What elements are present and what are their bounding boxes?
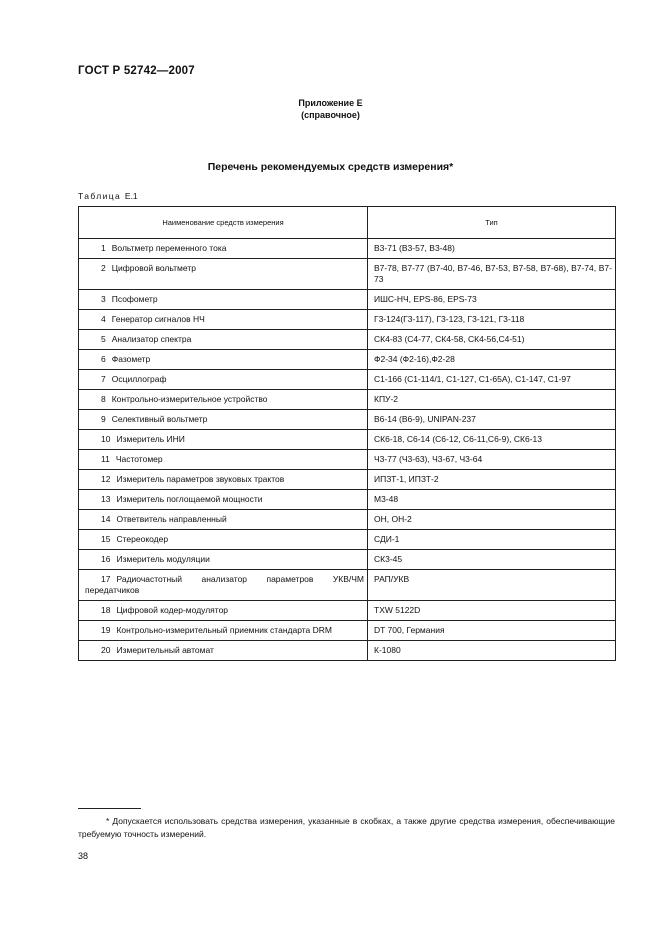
table-label-word: Таблица	[78, 191, 122, 201]
table-row	[79, 350, 616, 370]
row-number: 4	[101, 314, 106, 324]
instrument-type-cell: СК3-45	[368, 550, 616, 570]
row-number: 9	[101, 414, 106, 424]
instrument-type-cell: СК6-18, С6-14 (С6-12, С6-11,С6-9), СК6-13	[368, 430, 616, 450]
row-number: 3	[101, 294, 106, 304]
instrument-name: Контрольно-измерительный приемник стандарта DRM	[116, 625, 332, 635]
instrument-name: Радиочастотный анализатор параметров УКВ/ЧМ передатчиков	[85, 574, 364, 595]
instrument-name-cell	[79, 621, 368, 641]
instrument-type-cell: ИШС-НЧ, EPS-86, EPS-73	[368, 290, 616, 310]
instrument-type-cell: СДИ-1	[368, 530, 616, 550]
table-row	[79, 490, 616, 510]
instrument-name: Цифровой кодер-модулятор	[116, 605, 229, 615]
instrument-name-cell	[79, 430, 368, 450]
instrument-type-cell: В3-71 (В3-57, В3-48)	[368, 239, 616, 259]
appendix-title: Приложение Е	[298, 98, 363, 108]
instrument-name-cell	[79, 350, 368, 370]
table-row	[79, 510, 616, 530]
table-label	[78, 191, 138, 201]
row-number: 12	[101, 474, 111, 484]
table-row	[79, 239, 616, 259]
instrument-name: Измеритель параметров звуковых трактов	[116, 474, 285, 484]
row-number: 10	[101, 434, 111, 444]
table-body	[79, 239, 616, 661]
instrument-name: Фазометр	[111, 354, 151, 364]
row-number: 15	[101, 534, 111, 544]
footnote-rule	[78, 808, 141, 809]
row-number: 11	[101, 454, 110, 464]
instrument-type-cell: В7-78, В7-77 (В7-40, В7-46, В7-53, В7-58, В7-68), В7-74, В7-73	[368, 259, 616, 290]
table-row	[79, 370, 616, 390]
table-number: Е.1	[124, 191, 138, 201]
document-header: ГОСТ Р 52742—2007	[78, 65, 195, 77]
page-number: 38	[78, 851, 89, 861]
instrument-name: Измеритель модуляции	[116, 554, 210, 564]
instrument-type-cell: ИПЗТ-1, ИПЗТ-2	[368, 470, 616, 490]
instrument-name-cell	[79, 310, 368, 330]
instrument-name-cell	[79, 370, 368, 390]
instruments-table	[78, 206, 616, 661]
instrument-type-cell: СК4-83 (С4-77, СК4-58, СК4-56,С4-51)	[368, 330, 616, 350]
footnote	[78, 815, 615, 841]
instrument-type-cell: ОН, ОН-2	[368, 510, 616, 530]
instrument-type-cell: К-1080	[368, 641, 616, 661]
instrument-name: Частотомер	[115, 454, 163, 464]
instrument-type-cell: DT 700, Германия	[368, 621, 616, 641]
instrument-name-cell	[79, 490, 368, 510]
instrument-name-cell	[79, 259, 368, 290]
instrument-name-cell	[79, 510, 368, 530]
row-number: 14	[101, 514, 111, 524]
row-number: 8	[101, 394, 106, 404]
instrument-name: Стереокодер	[116, 534, 169, 544]
instrument-name: Вольтметр переменного тока	[111, 243, 227, 253]
instrument-name: Цифровой вольтметр	[111, 263, 196, 273]
table-row	[79, 570, 616, 601]
row-number: 18	[101, 605, 111, 615]
row-number: 1	[101, 243, 106, 253]
footnote-text: * Допускается использовать средства измерения, указанные в скобках, а также другие средства измерения, обеспечивающие требуемую точность измерений.	[78, 816, 615, 839]
table-row	[79, 530, 616, 550]
table-header-row	[79, 207, 616, 239]
instrument-name: Генератор сигналов НЧ	[111, 314, 205, 324]
row-number: 7	[101, 374, 106, 384]
table-row	[79, 290, 616, 310]
column-header-type: Тип	[368, 207, 616, 239]
table-row	[79, 390, 616, 410]
row-number: 20	[101, 645, 111, 655]
instrument-name: Селективный вольтметр	[111, 414, 208, 424]
list-title: Перечень рекомендуемых средств измерения*	[207, 161, 454, 173]
row-number: 13	[101, 494, 111, 504]
table-row	[79, 330, 616, 350]
instrument-name-cell	[79, 601, 368, 621]
instrument-type-cell: Ч3-77 (Ч3-63), Ч3-67, Ч3-64	[368, 450, 616, 470]
table-row	[79, 621, 616, 641]
row-number: 6	[101, 354, 106, 364]
table-row	[79, 310, 616, 330]
instrument-name-cell	[79, 641, 368, 661]
instrument-name: Анализатор спектра	[111, 334, 192, 344]
appendix-note: (справочное)	[301, 110, 360, 120]
table-row	[79, 601, 616, 621]
table-row	[79, 450, 616, 470]
instrument-name-cell	[79, 450, 368, 470]
instrument-type-cell: TXW 5122D	[368, 601, 616, 621]
instrument-type-cell: М3-48	[368, 490, 616, 510]
instrument-type-cell: С1-166 (С1-114/1, С1-127, С1-65А), С1-147, С1-97	[368, 370, 616, 390]
instrument-name-cell	[79, 530, 368, 550]
instrument-name: Измеритель ИНИ	[116, 434, 185, 444]
table-row	[79, 550, 616, 570]
instrument-name: Измерительный автомат	[116, 645, 214, 655]
table-row	[79, 641, 616, 661]
instrument-type-cell: Ф2-34 (Ф2-16),Ф2-28	[368, 350, 616, 370]
instrument-name: Ответвитель направленный	[116, 514, 227, 524]
row-number: 17	[101, 574, 111, 584]
instrument-name-cell	[79, 330, 368, 350]
row-number: 2	[101, 263, 106, 273]
instrument-name-cell	[79, 470, 368, 490]
table-row	[79, 470, 616, 490]
instrument-type-cell: КПУ-2	[368, 390, 616, 410]
instrument-type-cell: РАП/УКВ	[368, 570, 616, 601]
instrument-name-cell	[79, 410, 368, 430]
table-row	[79, 410, 616, 430]
instrument-name: Контрольно-измерительное устройство	[111, 394, 268, 404]
row-number: 19	[101, 625, 111, 635]
column-header-name: Наименование средств измерения	[79, 207, 368, 239]
instrument-type-cell: В6-14 (В6-9), UNIPAN-237	[368, 410, 616, 430]
instrument-name-cell	[79, 239, 368, 259]
instrument-name-cell	[79, 570, 368, 601]
instrument-name-cell	[79, 390, 368, 410]
row-number: 5	[101, 334, 106, 344]
instrument-name-cell	[79, 550, 368, 570]
table-row	[79, 430, 616, 450]
row-number: 16	[101, 554, 111, 564]
instrument-name: Измеритель поглощаемой мощности	[116, 494, 263, 504]
table-row	[79, 259, 616, 290]
instrument-name: Псофометр	[111, 294, 158, 304]
instrument-name: Осциллограф	[111, 374, 167, 384]
instrument-type-cell: Г3-124(Г3-117), Г3-123, Г3-121, Г3-118	[368, 310, 616, 330]
instrument-name-cell	[79, 290, 368, 310]
